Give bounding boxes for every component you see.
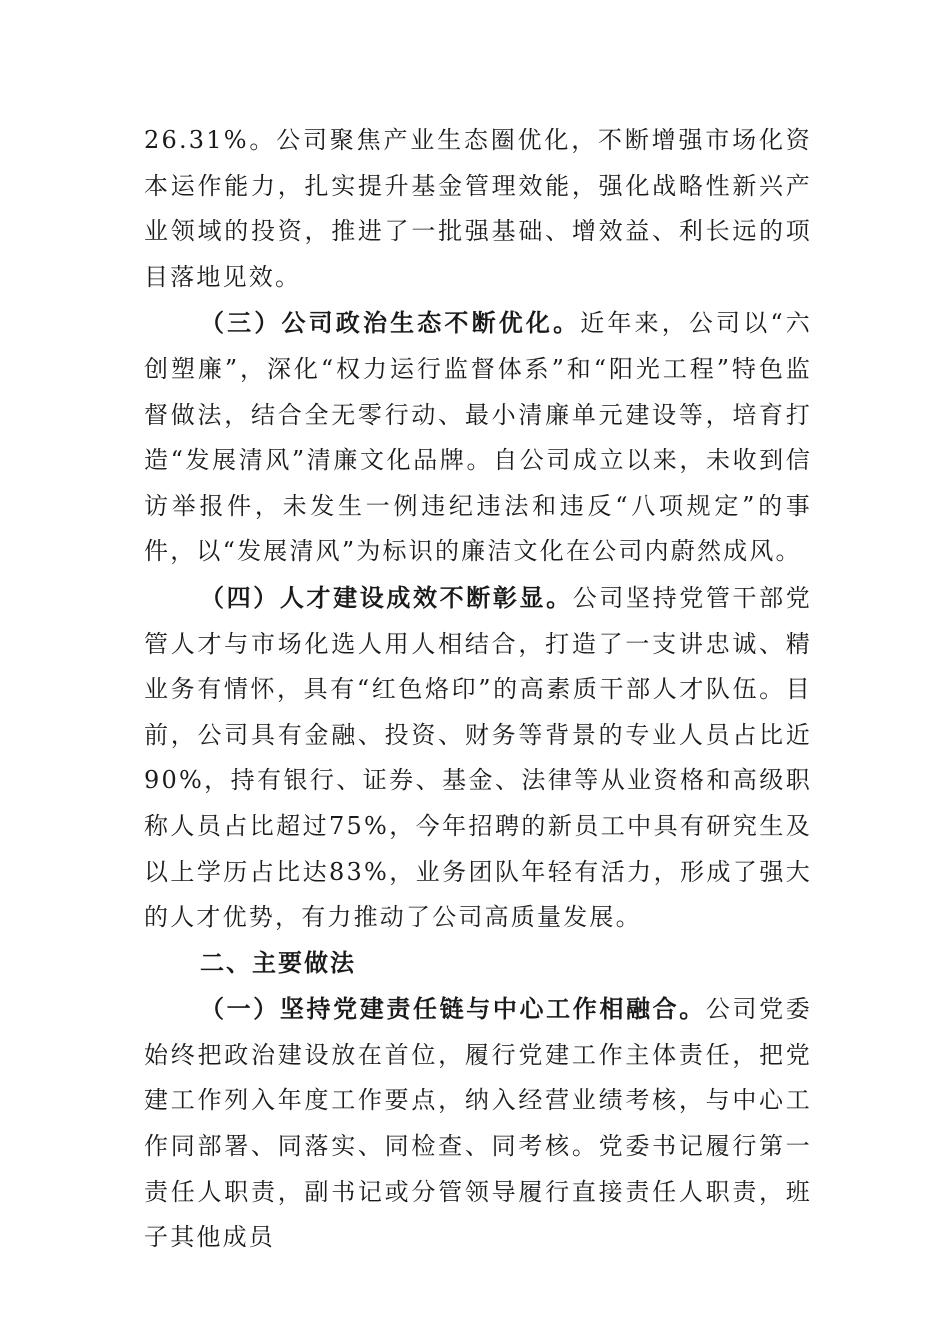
paragraph-lead: （四）人才建设成效不断彰显。 xyxy=(200,582,573,612)
paragraph-text: 近年来，公司以“六创塑廉”，深化“权力运行监督体系”和“阳光工程”特色监督做法，结合全无零行动、最小清廉单元建设等，培育打造“发展清风”清廉文化品牌。自公司成立以来，未收到信访举报件，未发生一例违纪违法和违反“八项规定”的事件，以“发展清风”为标识的廉洁文化在公司内蔚然成风。 xyxy=(144,309,812,566)
paragraph-text: 公司坚持党管干部党管人才与市场化选人用人相结合，打造了一支讲忠诚、精业务有情怀，具有“红色烙印”的高素质干部人才队伍。目前，公司具有金融、投资、财务等背景的专业人员占比近90%，持有银行、证券、基金、法律等从业资格和高级职称人员占比超过75%，今年招聘的新员工中具有研究生及以上学历占比达83%，业务团队年轻有活力，形成了强大的人才优势，有力推动了公司高质量发展。 xyxy=(144,583,812,932)
document-body xyxy=(144,118,812,1261)
paragraph-political-ecology xyxy=(144,300,812,575)
paragraph-text: 公司党委始终把政治建设放在首位，履行党建工作主体责任，把党建工作列入年度工作要点，纳入经营业绩考核，与中心工作同部署、同落实、同检查、同考核。党委书记履行第一责任人职责，副书记或分管领导履行直接责任人职责，班子其他成员 xyxy=(144,995,812,1252)
paragraph-lead: （三）公司政治生态不断优化。 xyxy=(200,308,581,338)
paragraph-investment-results xyxy=(144,118,812,300)
section-heading: 二、主要做法 xyxy=(200,948,356,977)
paragraph-talent-building xyxy=(144,575,812,941)
paragraph-party-responsibility xyxy=(144,986,812,1261)
paragraph-text: 26.31%。公司聚焦产业生态圈优化，不断增强市场化资本运作能力，扎实提升基金管理效能，强化战略性新兴产业领域的投资，推进了一批强基础、增效益、利长远的项目落地见效。 xyxy=(144,126,812,291)
paragraph-lead: （一）坚持党建责任链与中心工作相融合。 xyxy=(200,994,706,1024)
